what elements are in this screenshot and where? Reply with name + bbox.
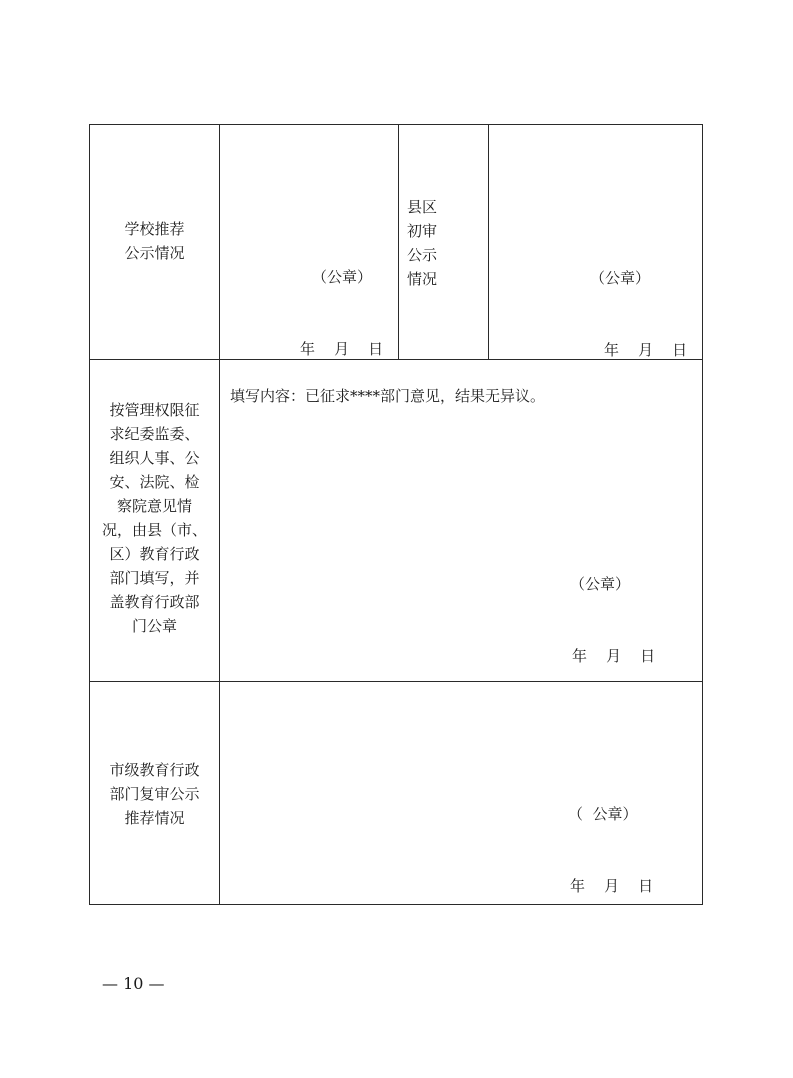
stamp-date-text: 年 月 日 [570,877,654,895]
table-top-border [89,124,703,125]
stamp-date-text: 年 月 日 [572,647,656,665]
stamp-seal-text: （公章） [590,269,651,287]
city-stamp-block [570,754,653,946]
label-line: 情况 [407,270,438,288]
opinions-collection-label [90,398,219,638]
stamp-seal-text: （公章） [570,575,631,593]
label-line: 初审 [407,222,438,240]
page-number: — 10 — [102,974,165,993]
label-line: 公示 [407,246,438,264]
label-line: 学校推荐 [124,220,185,238]
label-line: 盖教育行政部 [109,593,200,611]
school-stamp-block [300,217,383,409]
label-line: 察院意见情 [116,497,192,515]
stamp-seal-text: （ 公章） [568,805,638,823]
table-right-border [702,124,703,905]
label-line: 组织人事、公 [109,449,200,467]
stamp-date-text: 年 月 日 [300,340,384,358]
label-line: 市级教育行政 [109,761,200,779]
label-line: 部门填写，并 [109,569,200,587]
opinions-content-text: 填写内容：已征求****部门意见，结果无异议。 [230,387,546,405]
label-line: 县区 [407,198,438,216]
label-line: 按管理权限征 [109,401,200,419]
label-line: 况，由县（市、 [101,521,207,539]
county-initial-review-label [399,195,455,291]
label-line: 门公章 [131,617,177,635]
opinions-stamp-block [572,524,655,716]
label-line: 推荐情况 [124,809,185,827]
label-column-divider [219,124,220,905]
label-line: 公示情况 [124,244,185,262]
stamp-date-text: 年 月 日 [604,341,688,359]
stamp-seal-text: （公章） [312,268,373,286]
city-review-label [90,758,219,830]
school-recommendation-label [90,217,219,265]
county-stamp-block [590,218,688,410]
label-line: 区）教育行政 [109,545,200,563]
row1-county-right-divider [488,124,489,360]
label-line: 部门复审公示 [109,785,200,803]
label-line: 求纪委监委、 [109,425,200,443]
label-line: 安、法院、检 [109,473,200,491]
